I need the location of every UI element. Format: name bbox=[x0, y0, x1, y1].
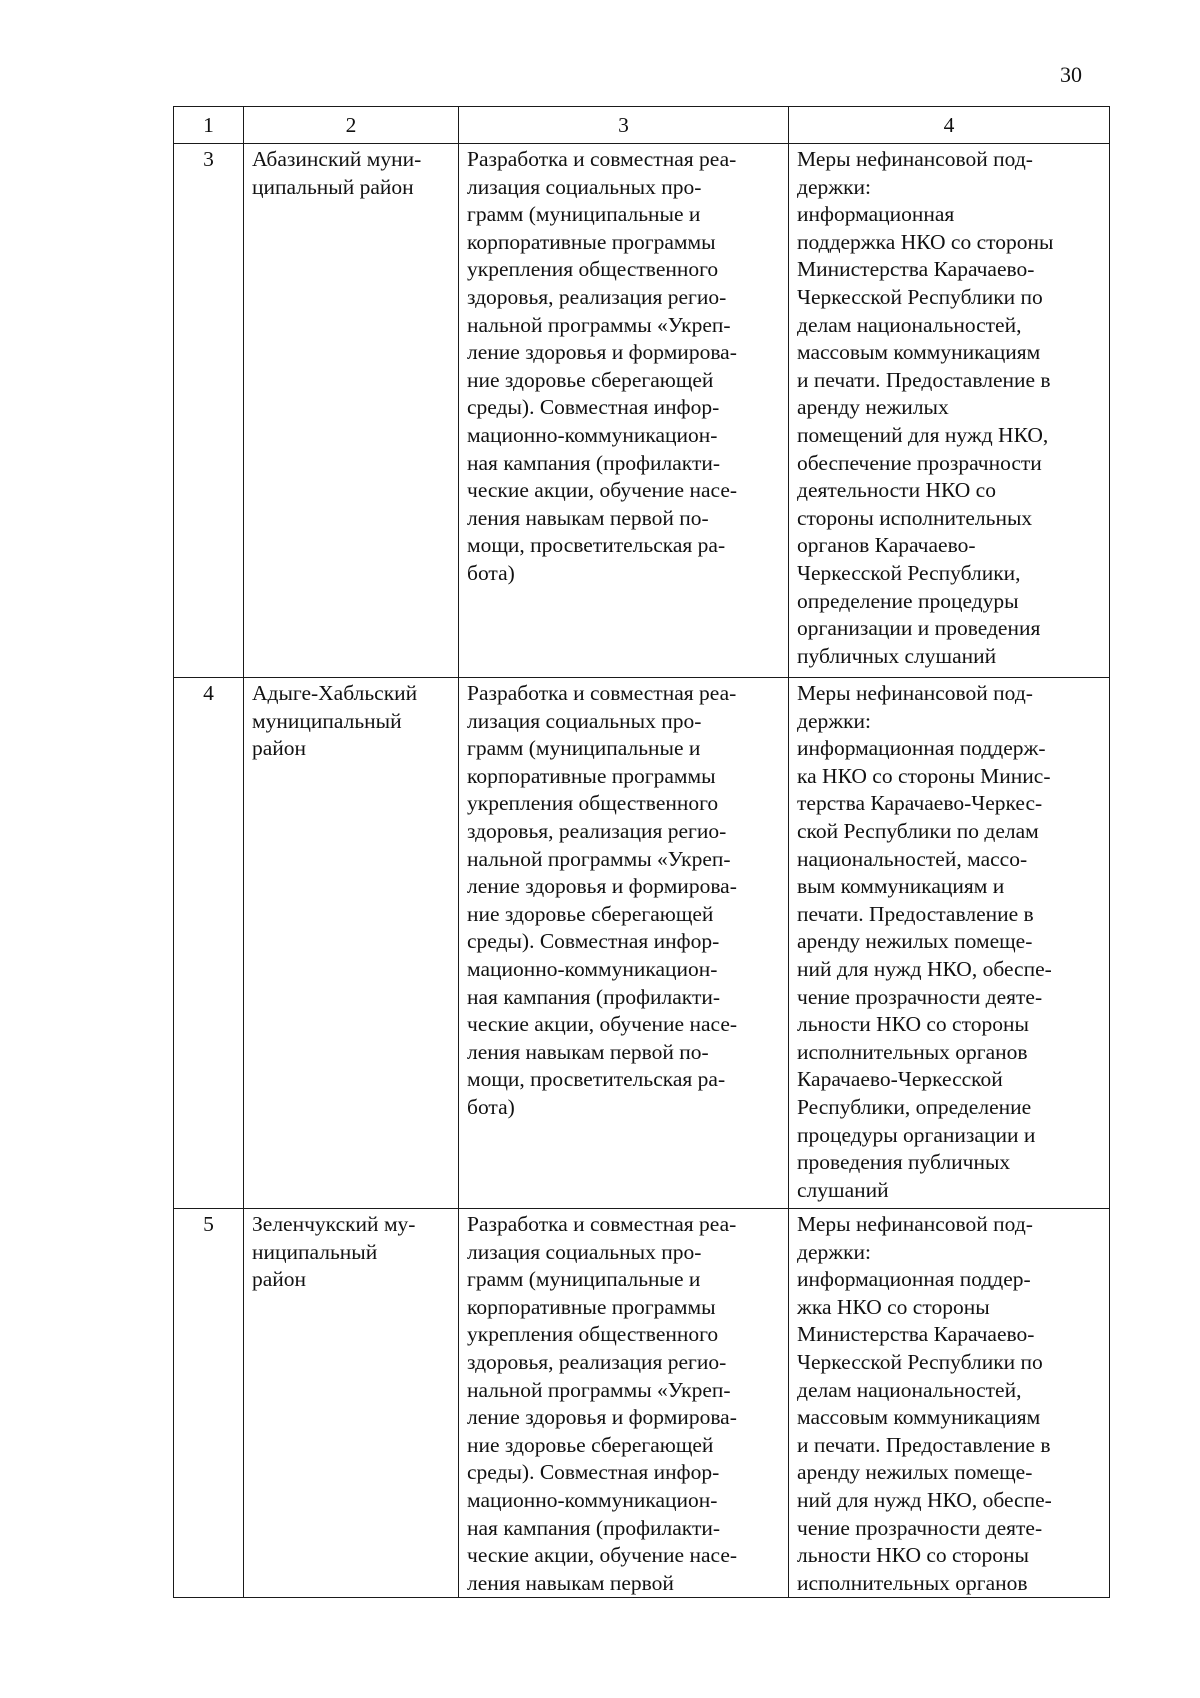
table-row bbox=[174, 1209, 1110, 1598]
header-cell-4: 4 bbox=[789, 107, 1110, 144]
measures-table bbox=[173, 106, 1110, 1598]
row-number: 3 bbox=[174, 144, 244, 678]
activities-text: Разработка и совместная реа- лизация социальных про- грамм (муниципальные и корпоративные программы укрепления общественного здоровья, реализация регио- нальной программы «Укреп- ление здоровья и формирова- ние здоровье сберегающей среды). Совместная инфор- мационно-коммуникацион- ная кампания (профилакти- ческие акции, обучение насе- ления навыкам первой по- мощи, просветительская ра- бота) bbox=[459, 144, 789, 678]
row-number: 5 bbox=[174, 1209, 244, 1598]
header-cell-1: 1 bbox=[174, 107, 244, 144]
activities-text: Разработка и совместная реа- лизация социальных про- грамм (муниципальные и корпоративные программы укрепления общественного здоровья, реализация регио- нальной программы «Укреп- ление здоровья и формирова- ние здоровье сберегающей среды). Совместная инфор- мационно-коммуникацион- ная кампания (профилакти- ческие акции, обучение насе- ления навыкам первой bbox=[459, 1209, 789, 1598]
district-name: Адыге-Хабльский муниципальный район bbox=[244, 678, 459, 1209]
table-header-row bbox=[174, 107, 1110, 144]
support-measures-text: Меры нефинансовой под- держки: информационная поддер- жка НКО со стороны Министерства Карачаево- Черкесской Республики по делам национальностей, массовым коммуникациям и печати. Предоставление в аренду нежилых помеще- ний для нужд НКО, обеспе- чение прозрачности деяте- льности НКО со стороны исполнительных органов bbox=[789, 1209, 1110, 1598]
activities-text: Разработка и совместная реа- лизация социальных про- грамм (муниципальные и корпоративные программы укрепления общественного здоровья, реализация регио- нальной программы «Укреп- ление здоровья и формирова- ние здоровье сберегающей среды). Совместная инфор- мационно-коммуникацион- ная кампания (профилакти- ческие акции, обучение насе- ления навыкам первой по- мощи, просветительская ра- бота) bbox=[459, 678, 789, 1209]
district-name: Зеленчукский му- ниципальный район bbox=[244, 1209, 459, 1598]
district-name: Абазинский муни- ципальный район bbox=[244, 144, 459, 678]
page-number: 30 bbox=[1060, 62, 1082, 87]
support-measures-text: Меры нефинансовой под- держки: информационная поддержка НКО со стороны Министерства Карачаево- Черкесской Республики по делам национальностей, массовым коммуникациям и печати. Предоставление в аренду нежилых помещений для нужд НКО, обеспечение прозрачности деятельности НКО со стороны исполнительных органов Карачаево- Черкесской Республики, определение процедуры организации и проведения публичных слушаний bbox=[789, 144, 1110, 678]
table-row bbox=[174, 144, 1110, 678]
row-number: 4 bbox=[174, 678, 244, 1209]
header-cell-3: 3 bbox=[459, 107, 789, 144]
header-cell-2: 2 bbox=[244, 107, 459, 144]
table-row bbox=[174, 678, 1110, 1209]
support-measures-text: Меры нефинансовой под- держки: информационная поддерж- ка НКО со стороны Минис- терства Карачаево-Черкес- ской Республики по делам национальностей, массо- вым коммуникациям и печати. Предоставление в аренду нежилых помеще- ний для нужд НКО, обеспе- чение прозрачности деяте- льности НКО со стороны исполнительных органов Карачаево-Черкесской Республики, определение процедуры организации и проведения публичных слушаний bbox=[789, 678, 1110, 1209]
